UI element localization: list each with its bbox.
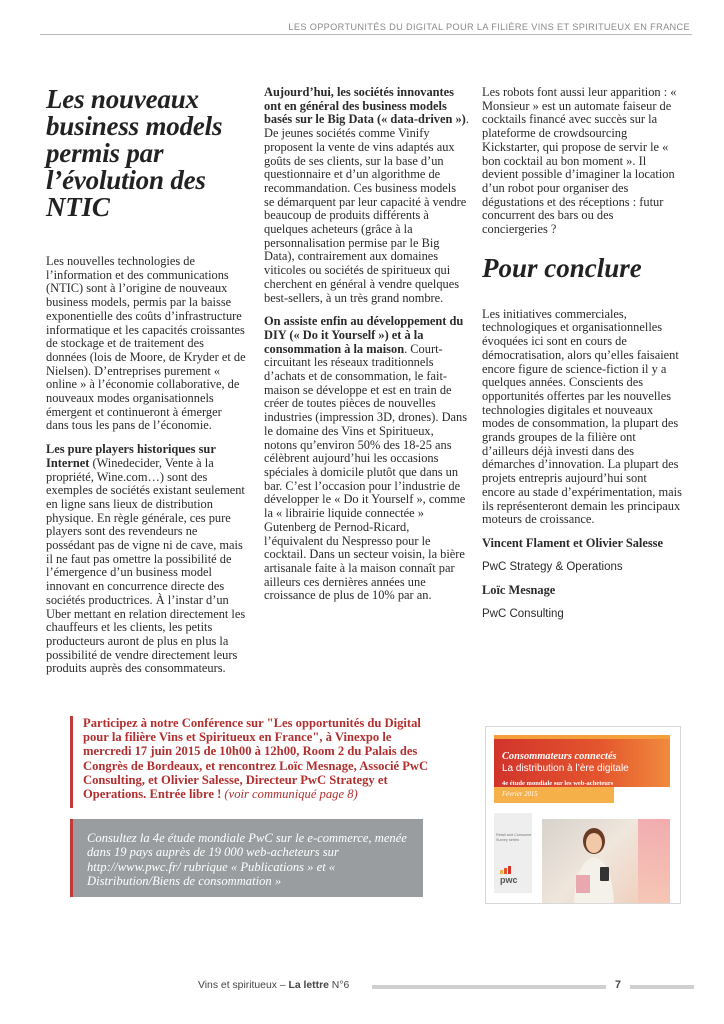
running-title: LES OPPORTUNITÉS DU DIGITAL POUR LA FILIÈRE VINS ET SPIRITUEUX EN FRANCE	[288, 22, 690, 32]
paragraph-conclusion: Les initiatives commerciales, technologiques et organisationnelles évoquées ici sont en cours de démocratisation, alors qu’elles faisaient encore figure de science-fiction il y a quelques années. Conscients des opportunités offertes par les nouvelles technologies digitales et nouveaux modes de consommation, la plupart des grands groupes de la filière ont d’ailleurs déjà investi dans des démarches d’innovation. La plupart des projets entrepris aujourd’hui sont encore au stade d’expérimentation, mais ils représenteront demain les principaux moteurs de croissance.	[482, 306, 682, 527]
cover-subtitle: La distribution à l’ère digitale	[502, 763, 629, 774]
author-org-2: PwC Consulting	[482, 608, 564, 621]
column-3	[482, 86, 682, 632]
conference-text-block	[83, 716, 435, 801]
paragraph-pure-players	[46, 443, 246, 676]
cover-photo	[542, 819, 670, 903]
cover-study-line: 4e étude mondiale sur les web-acheteurs	[502, 780, 614, 787]
footer-rule	[372, 985, 606, 989]
study-promo-text: Consultez la 4e étude mondiale PwC sur le e-commerce, menée dans 19 pays auprès de 19 000 web-acheteurs sur http://www.pwc.fr/ rubrique « Publications » et « Distribution/Biens de consommation »	[87, 831, 407, 889]
paragraph-diy	[264, 315, 469, 603]
page-number: 7	[615, 979, 621, 991]
section-title-ntic: Les nouveaux business models permis par l’évolution des NTIC	[46, 84, 223, 222]
conference-page-ref: (voir communiqué page 8)	[221, 787, 358, 802]
paragraph-robots: Les robots font aussi leur apparition : « Monsieur » est un automate faiseur de cocktails financé avec succès sur la plateforme de crowdsourcing Kickstarter, qui propose de servir le « bon cocktail au bon moment ». Il devient possible d’imaginer la location d’un robot pour organiser des dégustations et des réceptions : futur concurrent des bars ou des conciergeries ?	[482, 85, 677, 237]
lead-diy: On assiste enfin au développement du DIY (« Do it Yourself ») et à la consommation à la maison	[264, 314, 464, 356]
footer-publication	[198, 980, 349, 991]
footer-rule-right	[630, 985, 694, 989]
text-diy: . Court-circuitant les réseaux traditionnels d’achats et de consommation, le fait-maison se développe et est en train de créer de toutes pièces de nouvelles industries (impression 3D, drones). Dans le domaine des Vins et Spiritueux, notons qu’environ 50% des 18-25 ans célèbrent aujourd’hui les occasions spéciales à domicile plutôt que dans un bar. C’est l’occasion pour l’industrie de développer le « Do it Yourself », comme la « librairie liquide connectée » Gutenberg de Pernod-Ricard, l’équivalent du Nespresso pour le cocktail. Dans un secteur voisin, la bière artisanale faite à la maison connaît par ailleurs ces dernières années une croissance de plus de 10% par an.	[264, 341, 468, 603]
author-names-2: Loïc Mesnage	[482, 583, 556, 598]
pwc-logo: pwc	[500, 875, 518, 885]
paragraph-big-data	[264, 86, 469, 305]
page-header	[0, 0, 724, 40]
shopper-woman-photo	[566, 823, 622, 903]
column-1	[46, 86, 246, 686]
paragraph-ntic-intro: Les nouvelles technologies de l’information et des communications (NTIC) sont à l’origine de nouveaux business models, permis par la baisse exponentielle des coûts d’infrastructure informatique et les capacités croissantes de stockage et de traitement des données (lois de Moore, de Kryder et de Nielsen). D’entreprises purement « online » à l’économie collaborative, de nouveaux modes organisationnels émergent et continueront à émerger dans tous les pans de l’économie.	[46, 254, 246, 433]
study-cover-image	[485, 726, 681, 904]
footer-lettre: La lettre	[288, 980, 329, 991]
column-2	[264, 86, 469, 613]
text-big-data: . De jeunes sociétés comme Vinify proposent la vente de vins adaptés aux goûts de ses clients, sur la base d’un questionnaire et d’un algorithme de recommandation. Ces business models se démarquent par leur capacité à vendre beaucoup de produits différents à quelques acheteurs (grâce à la personnalisation permise par le Big Data), contrairement aux domaines viticoles ou sociétés de spiritueux qui cherchent en général à vendre quelques best-sellers, à un très grand nombre.	[264, 112, 469, 305]
footer-issue: N°6	[328, 980, 350, 991]
lead-pure-players: Les pure players historiques sur Internet	[46, 442, 216, 470]
header-rule	[40, 34, 692, 35]
lead-big-data: Aujourd’hui, les sociétés innovantes ont en général des business models basés sur le Big Data (« data-driven »)	[264, 85, 466, 127]
cover-date: Février 2015	[502, 791, 538, 798]
conference-announcement	[70, 716, 435, 808]
text-pure-players: (Winedecider, Vente à la propriété, Wine.com…) sont des exemples de sociétés existant seulement en ligne sans lieux de distribution physique. En règle générale, ces pure players sont des revendeurs ne possédant pas de vigne ni de cave, mais il ne faut pas omettre la possibilité de l’émergence d’un business model innovant en concurrence directe des sociétés productrices. À l’instar d’un Uber mettant en relation directement les chauffeurs et les clients, les petits producteurs auront de plus en plus la possibilité de vendre directement leurs produits auprès des consommateurs.	[46, 455, 246, 676]
cover-title: Consommateurs connectés	[502, 751, 617, 762]
pwc-logo-mark-icon	[500, 866, 514, 874]
author-names-1: Vincent Flament et Olivier Salesse	[482, 535, 664, 550]
cover-small-text: Retail and Consumer Survey series	[496, 833, 532, 842]
author-org-1: PwC Strategy & Operations	[482, 560, 623, 573]
conference-text: Participez à notre Conférence sur "Les opportunités du Digital pour la filière Vins et Spiritueux en France", à Vinexpo le mercredi 17 juin 2015 de 10h00 à 12h00, Room 2 du Palais des Congrès de Bordeaux, et rencontrez Loïc Mesnage, Associé PwC Consulting, et Olivier Salesse, Directeur PwC Strategy et Operations. Entrée libre !	[83, 716, 429, 802]
study-promo-box	[70, 819, 423, 897]
footer-publication-name: Vins et spiritueux –	[198, 980, 289, 991]
section-title-conclusion: Pour conclure	[482, 252, 642, 283]
cover-photo-blur	[638, 819, 670, 903]
